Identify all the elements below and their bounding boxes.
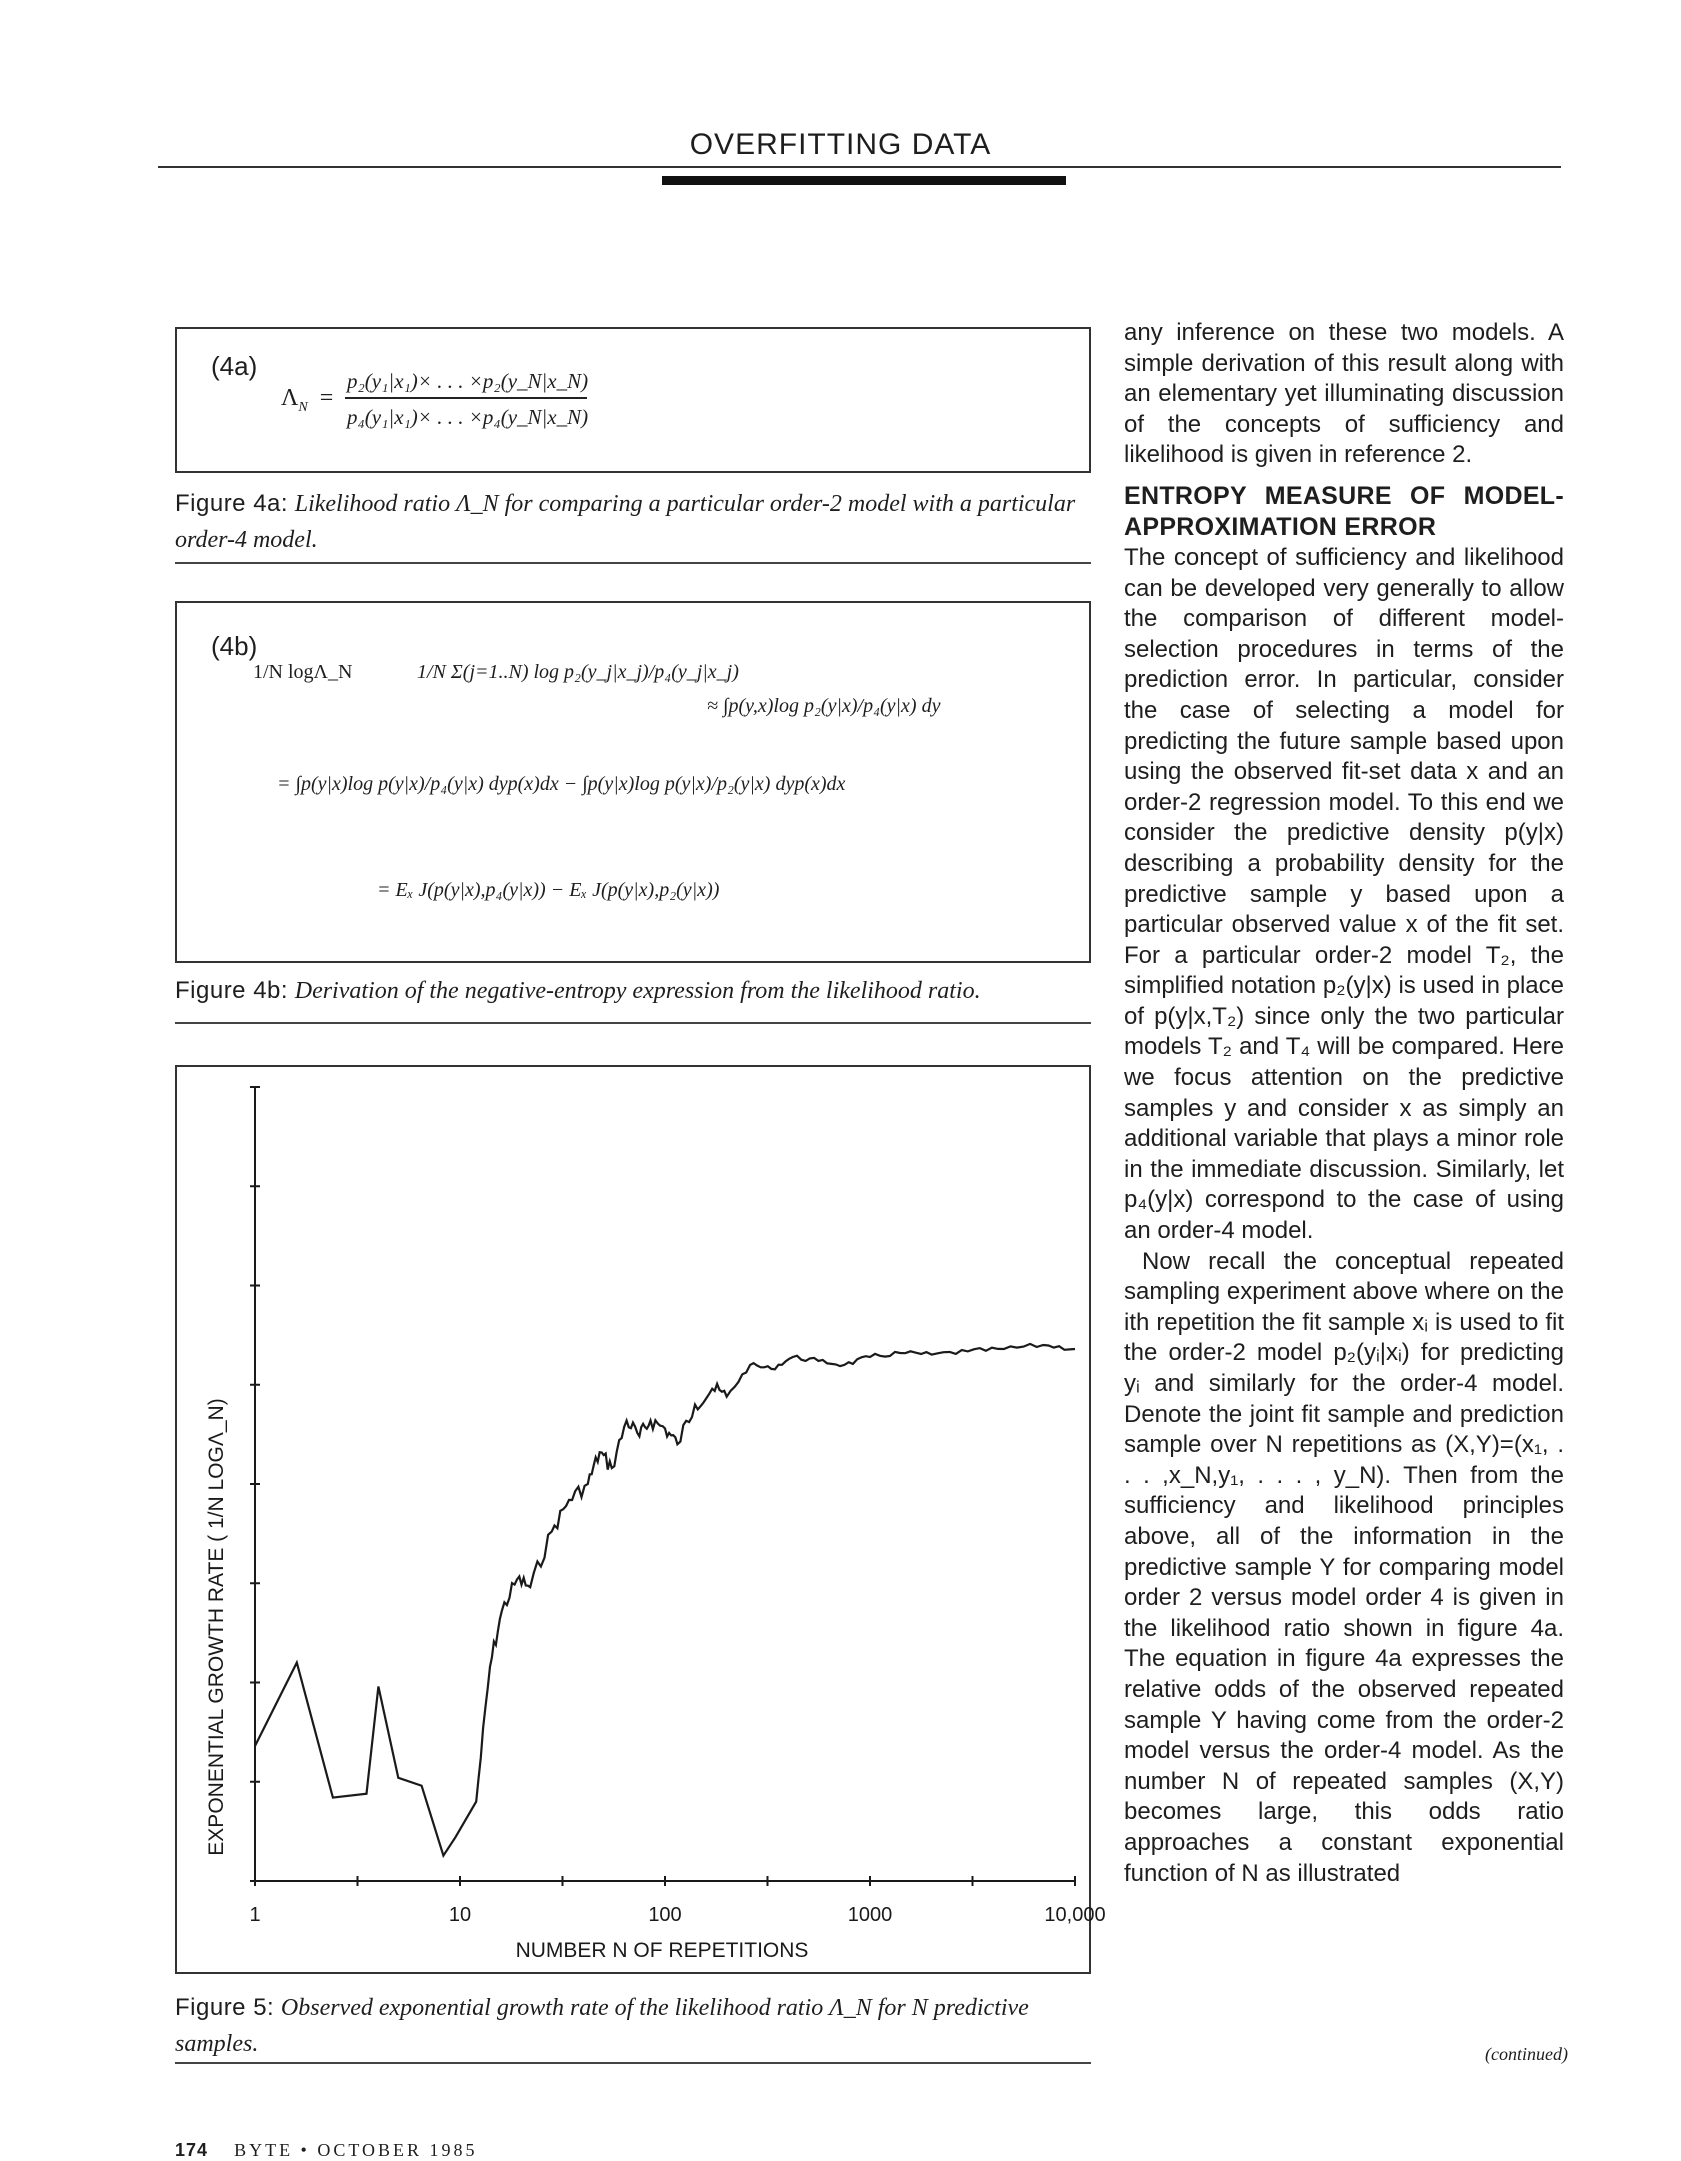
figure-4a-denominator: p₄(y₁|x₁)× . . . ×p₄(y_N|x_N): [347, 405, 589, 429]
figure-4b-eq1: 1/N logΛ_N: [253, 661, 353, 683]
figure-5-caption: [175, 1990, 1091, 2062]
figure-4b-caption-lead: Figure 4b:: [175, 977, 289, 1004]
page-number: 174: [175, 2140, 209, 2160]
figure-4a-lhs: $\Lambda_N$ =: [281, 385, 334, 415]
figure-4b-eq1-rhs: ≈ ∫p(y,x)log p₂(y|x)/p₄(y|x) dy: [707, 695, 941, 717]
paragraph-3: Now recall the conceptual repeated sampling experiment above where on the ith repetition the fit sample xᵢ is used to fit the order-2 model p₂(yᵢ|xᵢ) for predicting yᵢ and similarly for the order-4 model. Denote the joint fit sample and prediction sample over N repetitions as (X,Y)=(x₁, . . . ,x_N,y₁, . . . , y_N). Then from the sufficiency and likelihood principles above, all of the information in the predictive sample Y for comparing model order 2 versus model order 4 is given in the likelihood ratio shown in figure 4a. The equation in figure 4a expresses the relative odds of the observed repeated sample Y having come from the order-2 model versus the order-4 model. As the number N of repeated samples (X,Y) becomes large, this odds ratio approaches a constant exponential function of N as illustrated: [1124, 1247, 1564, 1887]
figure-4a-caption-body: Likelihood ratio Λ_N for comparing a particular order-2 model with a particular order-4 model.: [175, 491, 1076, 553]
chart-y-axis-label: EXPONENTIAL GROWTH RATE ( 1/N LOGΛ_N): [205, 1398, 228, 1856]
chart-x-tick-label: 100: [648, 1904, 682, 1926]
figure-4b-eq2: = ∫p(y|x)log p(y|x)/p₄(y|x) dyp(x)dx − ∫p(y|x)log p(y|x)/p₂(y|x) dyp(x)dx: [277, 773, 846, 795]
figure-5-rule: [175, 2062, 1091, 2064]
paragraph-2: The concept of sufficiency and likelihood can be developed very generally to allow the comparison of different model-selection procedures in terms of the prediction error. In particular, consider the case of selecting a model for predicting the future sample based upon using the observed fit-set data x and an order-2 regression model. To this end we consider the predictive density p(y|x) describing a probability density for the predictive sample y based upon a particular observed value x of the fit set. For a particular order-2 model T₂, the simplified notation p₂(y|x) is used in place of p(y|x,T₂) since only the two particular models T₂ and T₄ will be compared. Here we focus attention on the predictive samples y and consider x as simply an additional variable that plays a minor role in the immediate discussion. Similarly, let p₄(y|x) correspond to the case of using an order-4 model.: [1124, 543, 1564, 1245]
figure-4a-box: [175, 327, 1091, 473]
running-head: OVERFITTING DATA: [689, 128, 992, 161]
header-rule: [158, 166, 1561, 168]
chart-x-tick-label: 1: [249, 1904, 261, 1926]
section-heading: ENTROPY MEASURE OF MODEL-APPROXIMATION ERROR: [1124, 481, 1564, 541]
publication-line: BYTE • OCTOBER 1985: [234, 2140, 478, 2160]
figure-4b-caption-body: Derivation of the negative-entropy expression from the likelihood ratio.: [294, 978, 981, 1004]
figure-5-box: [175, 1065, 1106, 1974]
chart-x-tick-label: 10: [448, 1904, 472, 1926]
article-column: [1124, 318, 1564, 1889]
continued-note: (continued): [1485, 2044, 1568, 2064]
figure-4a-caption-lead: Figure 4a:: [175, 490, 289, 517]
header-accent-bar: [662, 176, 1066, 185]
figure-4b-label: (4b): [211, 631, 258, 661]
figure-4a-label: (4a): [211, 351, 258, 381]
page-footer: [175, 2140, 478, 2161]
figure-4a-caption: [175, 486, 1091, 558]
chart-x-axis-label: NUMBER N OF REPETITIONS: [515, 1939, 809, 1962]
figure-4a-numerator: p₂(y₁|x₁)× . . . ×p₂(y_N|x_N): [347, 369, 589, 393]
figure-4b-box: [175, 601, 1091, 963]
chart-x-tick-label: 10,000: [1044, 1904, 1106, 1926]
figure-4a-fraction-bar: [345, 397, 587, 399]
figure-5-chart: [177, 1067, 1106, 1972]
figure-5-caption-lead: Figure 5:: [175, 1994, 275, 2021]
figure-4b-eq1-mid: 1/N Σ(j=1..N) log p₂(y_j|x_j)/p₄(y_j|x_j): [417, 661, 739, 683]
figure-4a-rule: [175, 562, 1091, 564]
paragraph-1: any inference on these two models. A simple derivation of this result along with an elementary yet illuminating discussion of the concepts of sufficiency and likelihood is given in reference 2.: [1124, 319, 1564, 469]
figure-4b-eq3: = Eₓ J(p(y|x),p₄(y|x)) − Eₓ J(p(y|x),p₂(y|x)): [377, 879, 720, 901]
figure-5-caption-body: Observed exponential growth rate of the likelihood ratio Λ_N for N predictive samples.: [175, 1995, 1029, 2057]
chart-series-line: [255, 1344, 1075, 1856]
chart-x-tick-label: 1000: [847, 1904, 893, 1926]
figure-4b-rule: [175, 1022, 1091, 1024]
figure-4b-caption: [175, 973, 1091, 1009]
